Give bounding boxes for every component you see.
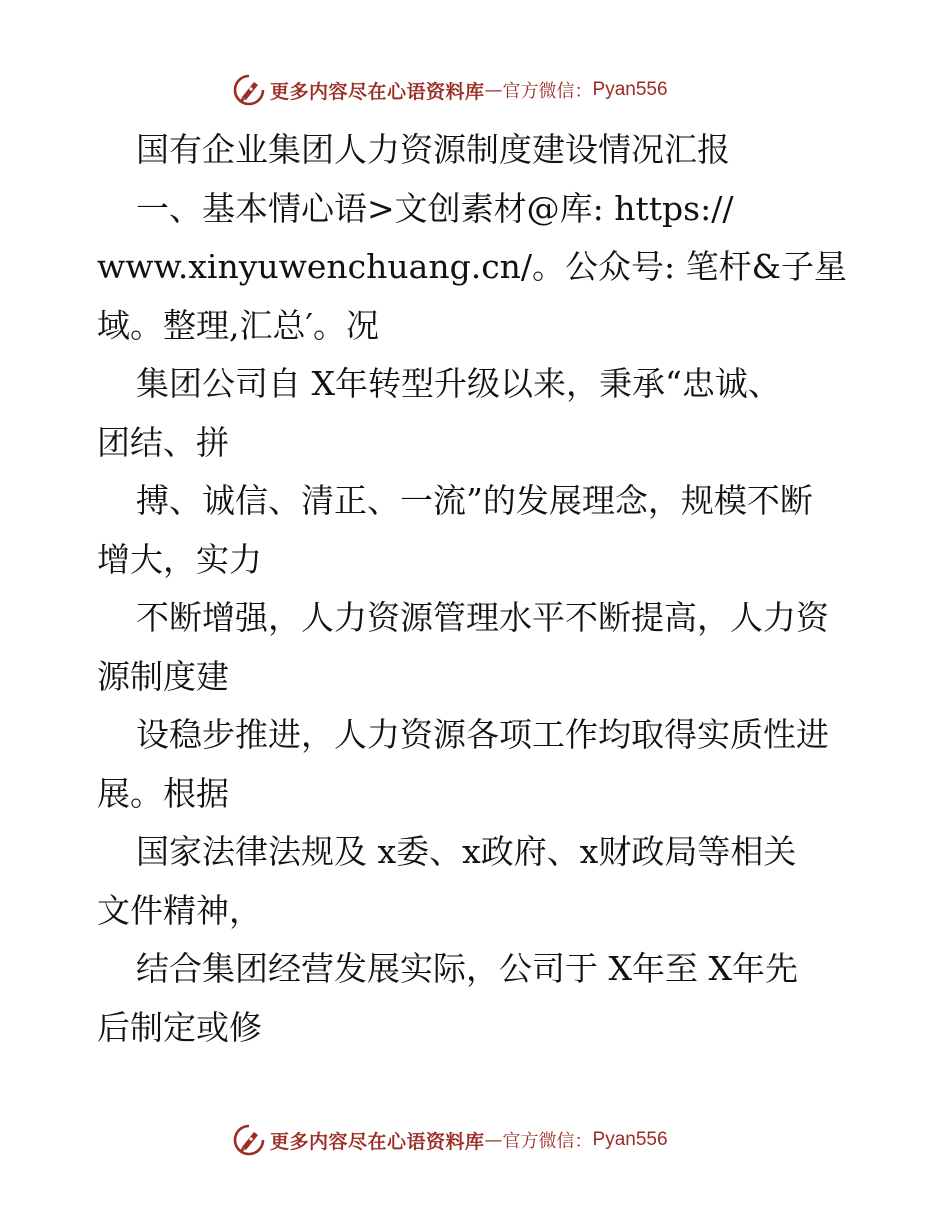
text-line: 增大，实力 <box>97 539 262 579</box>
banner-separator: — <box>484 1129 503 1151</box>
text-line: 结合集团经营发展实际，公司于 X年至 X年先 <box>136 949 798 988</box>
text-line: 不断增强，人力资源管理水平不断提高，人力资 <box>136 598 829 637</box>
banner-separator: — <box>484 79 503 101</box>
text-line: 域。整理,汇总′。况 <box>97 305 379 345</box>
text-line: 文件精神， <box>97 890 262 930</box>
text-line: 设稳步推进，人力资源各项工作均取得实质性进 <box>136 715 829 754</box>
wechat-id: Pyan556 <box>592 1129 668 1150</box>
wechat-label: 官方微信： <box>502 81 593 102</box>
pen-nib-logo-icon <box>232 73 266 107</box>
text-line: 国家法律法规及 x委、x政府、x财政局等相关 <box>136 832 797 871</box>
brand-name: 更多内容尽在心语资料库 <box>270 1130 485 1153</box>
brand-name: 更多内容尽在心语资料库 <box>270 80 485 103</box>
header-watermark-banner <box>232 70 732 110</box>
pen-nib-logo-icon <box>232 1123 266 1157</box>
text-line: 后制定或修 <box>97 1007 262 1047</box>
text-line: www.xinyuwenchuang.cn/。公众号: 笔杆&子星 <box>97 247 848 286</box>
text-line: 团结、拼 <box>97 422 229 462</box>
text-line: 源制度建 <box>97 656 229 696</box>
wechat-label: 官方微信： <box>502 1131 593 1152</box>
footer-watermark-banner <box>232 1120 732 1160</box>
text-line: 搏、诚信、清正、一流”的发展理念，规模不断 <box>136 481 813 520</box>
document-body <box>97 121 887 1057</box>
wechat-id: Pyan556 <box>592 79 668 100</box>
text-line: 集团公司自 X年转型升级以来，秉承“忠诚、 <box>136 364 781 403</box>
section-heading: 一、基本情心语>文创素材@库: https:// <box>136 188 734 228</box>
document-title: 国有企业集团人力资源制度建设情况汇报 <box>136 130 730 169</box>
text-line: 展。根据 <box>97 773 229 813</box>
